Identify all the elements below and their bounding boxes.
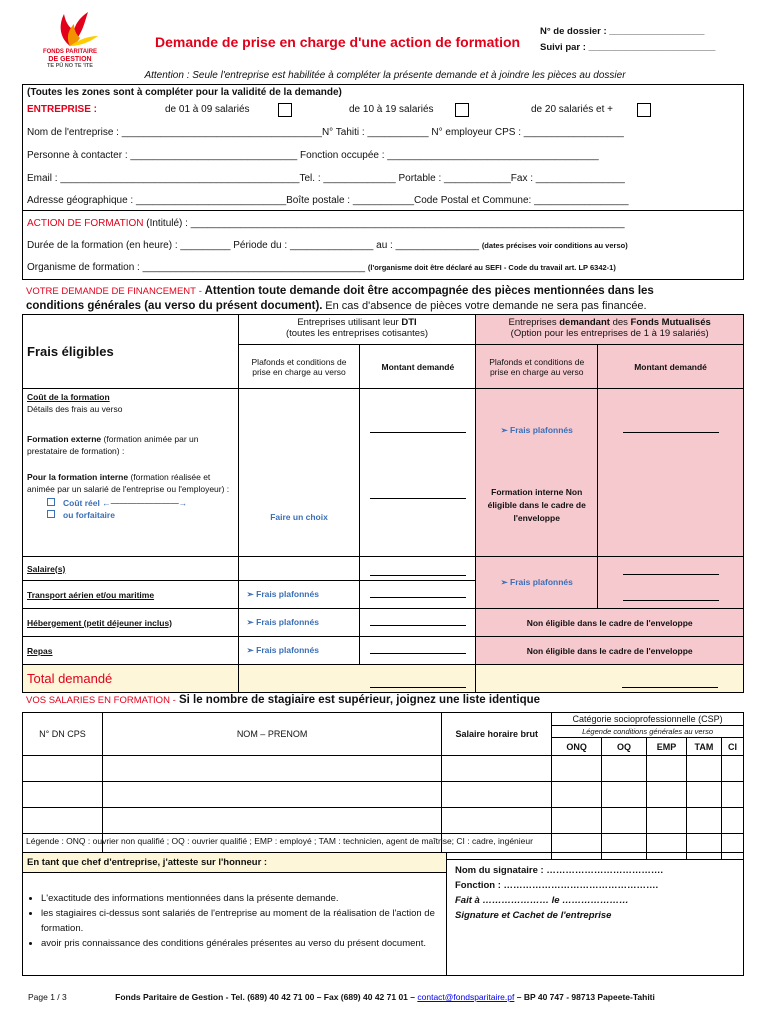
csp-onq: ONQ	[552, 738, 602, 756]
duree-note: (dates précises voir conditions au verso)	[481, 241, 628, 250]
size-2-label: de 10 à 19 salariés	[349, 104, 434, 115]
financement-text-3: En cas d'absence de pièces votre demande ne sera pas financée.	[325, 300, 647, 312]
hebergement-label: Hébergement (petit déjeuner inclus)	[23, 609, 239, 637]
plafonds-dti: Plafonds et conditions de prise en charge au verso	[238, 345, 360, 389]
cout-reel-option[interactable]: Coût réel ←――――――――→	[47, 497, 234, 509]
size-1-checkbox[interactable]	[278, 103, 292, 117]
organisme-field[interactable]: Organisme de formation : ________________________________________	[27, 262, 366, 273]
col-nom: NOM – PRENOM	[102, 713, 441, 756]
transport-label: Transport aérien et/ou maritime	[23, 581, 239, 609]
action-label: ACTION DE FORMATION	[27, 218, 144, 229]
nom-entreprise-field[interactable]: Nom de l'entreprise : ____________________________________N° Tahiti : ___________ N° employeur CPS : __________________	[27, 127, 624, 138]
table-row[interactable]	[23, 756, 744, 782]
salaires-montant-dti[interactable]	[360, 557, 476, 581]
col-csp-sub: Légende conditions générales au verso	[552, 726, 744, 738]
hebergement-montant-dti[interactable]	[360, 609, 476, 637]
logo-text-3: TE PŪ NO TE 'ITE	[47, 63, 93, 69]
fait-field[interactable]: Fait à ………………… le …………………	[455, 895, 629, 906]
size-2-checkbox[interactable]	[455, 103, 469, 117]
interne-non-eligible: Formation interne Non éligible dans le cadre de l'enveloppe	[487, 487, 586, 523]
total-montant-dti[interactable]	[360, 665, 476, 693]
col-salaire: Salaire horaire brut	[442, 713, 552, 756]
total-montant-mut[interactable]	[598, 665, 744, 693]
repas-montant-dti[interactable]	[360, 637, 476, 665]
footer	[28, 992, 655, 1002]
montant-dti-header: Montant demandé	[360, 345, 476, 389]
mutualises-header: Entreprises demandant des Fonds Mutualisés (Option pour les entreprises de 1 à 19 salariés)	[476, 315, 744, 345]
salaires-label: Salaire(s)	[23, 557, 239, 581]
size-3-label: de 20 salariés et +	[531, 104, 613, 115]
col-dn-cps: N° DN CPS	[23, 713, 103, 756]
adresse-field[interactable]: Adresse géographique : ___________________________Boîte postale : ___________Code Postal et Commune: _________________	[27, 195, 629, 206]
table-row[interactable]	[23, 782, 744, 808]
csp-emp: EMP	[647, 738, 687, 756]
repas-plafonnes: ➢ Frais plafonnés	[238, 637, 360, 665]
entreprise-section	[22, 84, 744, 211]
repas-non-eligible: Non éligible dans le cadre de l'enveloppe	[476, 637, 744, 665]
nom-signataire-field[interactable]: Nom du signataire : ……………………………….	[455, 865, 663, 876]
logo-text-2: DE GESTION	[48, 56, 92, 63]
cout-montant-dti[interactable]	[360, 389, 476, 557]
duree-field[interactable]: Durée de la formation (en heure) : _________ Période du : _______________ au : _______________	[27, 240, 480, 251]
csp-ci: CI	[721, 738, 743, 756]
csp-tam: TAM	[686, 738, 721, 756]
cout-formation-cell: Coût de la formation Détails des frais au verso Formation externe (formation animée par un prestataire de formation) : Pour la formation interne (formation réalisée et animée par un salarié de l'entreprise ou l'employeur) : Coût réel ←――――――――→ ou forfaitaire	[23, 389, 239, 557]
dossier-number: N° de dossier : __________________	[540, 26, 705, 37]
attestation-item: • L'exactitude des informations mentionnées dans la présente demande.	[41, 891, 446, 906]
hebergement-non-eligible: Non éligible dans le cadre de l'enveloppe	[476, 609, 744, 637]
suivi-par: Suivi par : ________________________	[540, 42, 716, 53]
col-csp: Catégorie socioprofessionnelle (CSP)	[552, 713, 744, 726]
financement-label: VOTRE DEMANDE DE FINANCEMENT	[26, 286, 196, 297]
page-number: Page 1 / 3	[28, 992, 67, 1002]
financement-text-2: conditions générales (au verso du présent document).	[26, 300, 323, 312]
frais-table	[22, 314, 744, 693]
plafonds-mut: Plafonds et conditions de prise en charge au verso	[476, 345, 598, 389]
salaires-montant-mut[interactable]	[598, 557, 744, 609]
financement-text-1: Attention toute demande doit être accompagnée des pièces mentionnées dans les	[204, 285, 654, 297]
salaires-transport-mut: ➢ Frais plafonnés	[476, 557, 598, 609]
csp-oq: OQ	[602, 738, 647, 756]
attention-note: Attention : Seule l'entreprise est habilitée à compléter la présente demande et à joindre les pièces au dossier	[144, 70, 626, 81]
repas-label: Repas	[23, 637, 239, 665]
salaries-heading: VOS SALARIES EN FORMATION - Si le nombre de stagiaire est supérieur, joignez une liste identique	[26, 694, 541, 706]
size-3-checkbox[interactable]	[637, 103, 651, 117]
size-1-label: de 01 à 09 salariés	[165, 104, 250, 115]
financement-heading: VOTRE DEMANDE DE FINANCEMENT - Attention toute demande doit être accompagnée des pièces mentionnées dans les conditions générales (au verso du présent document). En cas d'absence de pièces votre demande ne sera pas financée.	[26, 285, 654, 312]
footer-address: – BP 40 747 - 98713 Papeete-Tahiti	[516, 992, 655, 1002]
forfaitaire-option[interactable]: ou forfaitaire	[47, 509, 234, 521]
logo	[30, 8, 110, 72]
cout-montant-mut[interactable]	[598, 389, 744, 557]
attestation-section	[22, 852, 744, 976]
total-label: Total demandé	[23, 665, 239, 693]
dossier-info	[540, 24, 715, 56]
frais-eligibles-header: Frais éligibles	[23, 315, 239, 389]
transport-plafonnes: ➢ Frais plafonnés	[238, 581, 360, 609]
dti-header: Entreprises utilisant leur DTI (toutes les entreprises cotisantes)	[238, 315, 476, 345]
csp-legend: Légende : ONQ : ouvrier non qualifié ; OQ : ouvrier qualifié ; EMP : employé ; TAM : technicien, agent de maîtrise; CI : cadre, ingénieur	[26, 836, 533, 846]
action-section	[22, 210, 744, 280]
contact-field[interactable]: Personne à contacter : ______________________________ Fonction occupée : ______________________________________	[27, 150, 599, 161]
faire-choix[interactable]: Faire un choix	[238, 389, 360, 557]
cout-mut-cell: ➢ Frais plafonnés Formation interne Non éligible dans le cadre de l'enveloppe	[476, 389, 598, 557]
intitule-field[interactable]: (Intitulé) : ______________________________________________________________________________	[143, 218, 625, 229]
attestation-item: • les stagiaires ci-dessus sont salariés de l'entreprise au moment de la réalisation de l'action de formation.	[41, 906, 446, 936]
entreprise-note: (Toutes les zones sont à compléter pour la validité de la demande)	[27, 87, 342, 98]
logo-flame-icon	[30, 8, 110, 48]
entreprise-label: ENTREPRISE :	[27, 104, 98, 115]
montant-mut-header: Montant demandé	[598, 345, 744, 389]
logo-text-1: FONDS PARITAIRE	[42, 49, 98, 55]
contact-email-link[interactable]: contact@fondsparitaire.pf	[417, 992, 515, 1002]
attestation-item: • avoir pris connaissance des conditions générales présentes au verso du présent document.	[41, 936, 446, 951]
signature-label: Signature et Cachet de l'entreprise	[455, 910, 612, 921]
table-row[interactable]	[23, 808, 744, 834]
transport-montant-dti[interactable]	[360, 581, 476, 609]
page-title: Demande de prise en charge d'une action de formation	[155, 34, 521, 50]
email-field[interactable]: Email : ___________________________________________Tel. : _____________ Portable : ____________Fax : ________________	[27, 173, 625, 184]
hebergement-plafonnes: ➢ Frais plafonnés	[238, 609, 360, 637]
fonction-field[interactable]: Fonction : ………………………………………….	[455, 880, 659, 891]
footer-text: Fonds Paritaire de Gestion - Tel. (689) 40 42 71 00 – Fax (689) 40 42 71 01 –	[115, 992, 415, 1002]
attestation-title: En tant que chef d'entreprise, j'atteste sur l'honneur :	[23, 853, 446, 873]
organisme-note: (l'organisme doit être déclaré au SEFI - Code du travail art. LP 6342-1)	[367, 263, 616, 272]
